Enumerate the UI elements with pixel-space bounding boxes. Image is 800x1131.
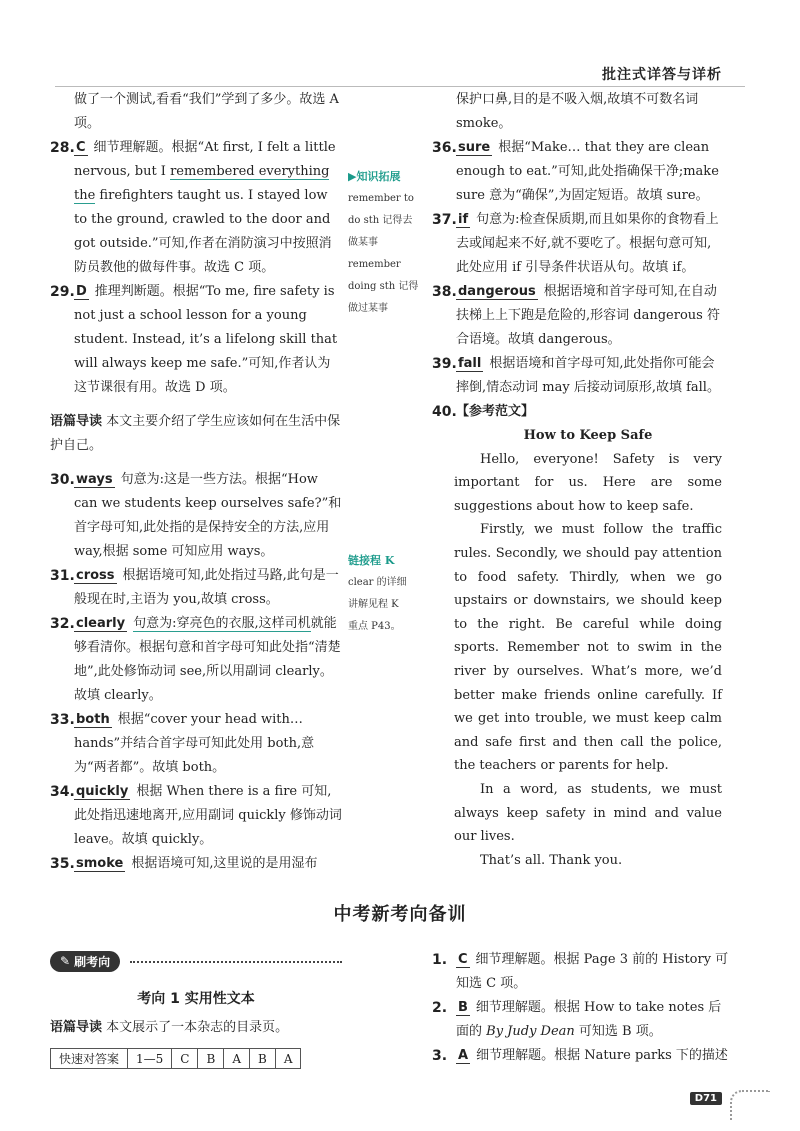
note-line: 讲解见程 K bbox=[348, 599, 399, 610]
answer: C bbox=[76, 140, 86, 155]
explanation-cont: firefighters taught us. I stayed low to the ground, crawled to the door and got outside.”可知,作者在消防演习中按照消防员教他的做每件事。故选 C 项。 bbox=[74, 188, 332, 275]
explanation: 根据“Make… that they are clean enough to eat.”可知,此处指确保干净;make sure 意为“确保”,为固定短语。故填 sure。 bbox=[456, 140, 719, 203]
practice-title: 考向 1 实用性文本 bbox=[137, 991, 255, 1007]
answer: if bbox=[458, 212, 469, 227]
explanation: 细节理解题。根据 Nature parks 下的描述 bbox=[476, 1048, 728, 1063]
explanation: 句意为:这是一些方法。根据“How can we students keep ourselves safe?”和首字母可知,此处指的是保持安全的方法,应用 way,根据 some 可知应用 ways。 bbox=[74, 472, 342, 559]
question-number: 29. bbox=[50, 284, 75, 300]
answer: B bbox=[458, 1000, 468, 1015]
table-cell: A bbox=[275, 1049, 301, 1069]
answer: cross bbox=[76, 568, 115, 583]
explanation: 推理判断题。根据“To me, fire safety is not just a school lesson for a young student. Instead, it’s a lifelong skill that will always keep me safe.”可知,作者认为这节课很有用。故选 D 项。 bbox=[74, 284, 338, 395]
right-column bbox=[432, 88, 722, 872]
header-title: 批注式详答与详析 bbox=[602, 67, 722, 83]
intro-text: 做了一个测试,看看“我们”学到了多少。故选 A 项。 bbox=[74, 92, 339, 131]
explanation: 根据语境和首字母可知,此处指你可能会摔倒,情态动词 may 后接动词原形,故填 fall。 bbox=[456, 356, 720, 395]
answer: smoke bbox=[76, 856, 124, 871]
note-line: 做过某事 bbox=[348, 303, 388, 314]
question-number: 38. bbox=[432, 284, 457, 300]
quick-answer-table bbox=[50, 1048, 301, 1069]
table-cell: A bbox=[224, 1049, 250, 1069]
question-number: 37. bbox=[432, 212, 457, 228]
guide-text: 本文主要介绍了学生应该如何在生活中保护自己。 bbox=[50, 414, 341, 453]
question-38 bbox=[432, 280, 722, 352]
note-tag: 链接程 K bbox=[348, 554, 395, 567]
question-2 bbox=[432, 996, 732, 1044]
question-36 bbox=[432, 136, 722, 208]
essay-title: How to Keep Safe bbox=[523, 428, 653, 443]
answer: ways bbox=[76, 472, 113, 487]
guide-label: 语篇导读 bbox=[50, 1020, 103, 1035]
question-number: 34. bbox=[50, 784, 75, 800]
practice-guide bbox=[50, 1016, 342, 1040]
explanation: 句意为:检查保质期,而且如果你的食物看上去或闻起来不好,就不要吃了。根据句意可知,此处应用 if 引导条件状语从句。故填 if。 bbox=[456, 212, 719, 275]
explanation: 就能够看清你。根据句意和首字母可知此处指“清楚地”,此处修饰动词 see,所以用副词 clearly。故填 clearly。 bbox=[74, 616, 341, 703]
page-number: D71 bbox=[690, 1092, 722, 1105]
explanation: 细节理解题。根据 How to take notes 后面的 bbox=[456, 1000, 722, 1039]
note-line: remember to bbox=[348, 193, 414, 204]
explanation: 细节理解题。根据 Page 3 前的 History 可知选 C 项。 bbox=[456, 952, 729, 991]
question-number: 31. bbox=[50, 568, 75, 584]
question-number: 2. bbox=[432, 1000, 448, 1016]
section-title: 中考新考向备训 bbox=[333, 904, 467, 925]
note-line: 做某事 bbox=[348, 237, 378, 248]
question-35 bbox=[50, 852, 342, 876]
table-cell: 1—5 bbox=[128, 1049, 172, 1069]
essay-paragraph: Hello, everyone! Safety is very important for us. Here are some suggestions about how to keep safe. bbox=[454, 451, 722, 514]
discourse-guide bbox=[50, 410, 342, 458]
sample-essay-label: 【参考范文】 bbox=[456, 404, 535, 419]
table-cell: 快速对答案 bbox=[51, 1049, 128, 1069]
question-29 bbox=[50, 280, 342, 400]
note-line: 重点 P43。 bbox=[348, 621, 401, 632]
explanation: 根据 When there is a fire 可知,此处指迅速地离开,应用副词 quickly 修饰动词 leave。故填 quickly。 bbox=[74, 784, 342, 847]
question-number: 30. bbox=[50, 472, 75, 488]
note-line: do sth 记得去 bbox=[348, 215, 413, 226]
answer: C bbox=[458, 952, 468, 967]
author-name: By Judy Dean bbox=[486, 1024, 575, 1039]
question-number: 1. bbox=[432, 952, 448, 968]
table-cell: B bbox=[198, 1049, 224, 1069]
left-column bbox=[50, 88, 342, 876]
essay-paragraph: That’s all. Thank you. bbox=[480, 852, 623, 868]
answer: D bbox=[76, 284, 87, 299]
guide-text: 本文展示了一本杂志的目录页。 bbox=[106, 1020, 289, 1035]
explanation: 细节理解题。根据“At first, I felt a little nervous, but I bbox=[74, 140, 336, 179]
practice-badge bbox=[50, 951, 120, 972]
note-line: remember bbox=[348, 259, 401, 270]
question-34 bbox=[50, 780, 342, 852]
answer: dangerous bbox=[458, 284, 536, 299]
question-37 bbox=[432, 208, 722, 280]
header-divider bbox=[55, 86, 745, 87]
explanation: 根据语境和首字母可知,在自动扶梯上上下跑是危险的,形容词 dangerous 符合语境。故填 dangerous。 bbox=[456, 284, 720, 347]
dotted-divider bbox=[130, 961, 342, 963]
essay-paragraph: Firstly, we must follow the traffic rules. Secondly, we should pay attention to food safety. Thirdly, when we go upstairs or downstairs, we should keep to the right. Be careful while doing sports. Remember not to swim in the river by ourselves. What’s more, we’d better make friends online carefully. If we get into trouble, we must keep calm and safe first and then call the police, the teachers or parents for help. bbox=[454, 522, 722, 774]
question-28 bbox=[50, 136, 342, 280]
table-cell: B bbox=[249, 1049, 275, 1069]
question-number: 35. bbox=[50, 856, 75, 872]
answer: both bbox=[76, 712, 110, 727]
explanation-cont: 可知选 B 项。 bbox=[574, 1024, 662, 1039]
underlined-text: 句意为:穿亮色的衣服,这样司机 bbox=[133, 616, 311, 631]
essay-paragraph: In a word, as students, we must always keep safety in mind and value our lives. bbox=[454, 781, 722, 845]
badge-label: 刷考向 bbox=[74, 954, 111, 969]
explanation: 根据语境可知,此处指过马路,此句是一般现在时,主语为 you,故填 cross。 bbox=[74, 568, 339, 607]
bottom-right-answers bbox=[432, 948, 732, 1068]
answer: sure bbox=[458, 140, 491, 155]
side-note-link bbox=[348, 550, 428, 638]
question-number: 40. bbox=[432, 404, 457, 420]
underlined-text: remembered everything the bbox=[74, 164, 330, 203]
note-tag: ▶知识拓展 bbox=[348, 170, 401, 183]
question-number: 39. bbox=[432, 356, 457, 372]
corner-decoration bbox=[730, 1090, 770, 1120]
question-39 bbox=[432, 352, 722, 400]
side-note-knowledge bbox=[348, 166, 428, 320]
sample-essay bbox=[432, 424, 722, 872]
question-number: 36. bbox=[432, 140, 457, 156]
answer: fall bbox=[458, 356, 482, 371]
question-30 bbox=[50, 468, 342, 564]
explanation: 根据“cover your head with… hands”并结合首字母可知此处用 both,意为“两者都”。故填 both。 bbox=[74, 712, 315, 775]
question-number: 32. bbox=[50, 616, 75, 632]
question-32 bbox=[50, 612, 342, 708]
table-cell: C bbox=[172, 1049, 198, 1069]
note-line: clear 的详细 bbox=[348, 577, 407, 588]
question-31 bbox=[50, 564, 342, 612]
question-40 bbox=[432, 400, 722, 424]
explanation: 根据语境可知,这里说的是用湿布 bbox=[131, 856, 318, 871]
question-1 bbox=[432, 948, 732, 996]
practice-block bbox=[50, 950, 342, 1069]
question-number: 3. bbox=[432, 1048, 448, 1064]
question-number: 28. bbox=[50, 140, 75, 156]
answer: quickly bbox=[76, 784, 129, 799]
pencil-icon: ✎ bbox=[60, 954, 71, 968]
question-3 bbox=[432, 1044, 732, 1068]
answer: A bbox=[458, 1048, 469, 1063]
question-number: 33. bbox=[50, 712, 75, 728]
guide-label: 语篇导读 bbox=[50, 414, 103, 429]
question-33 bbox=[50, 708, 342, 780]
answer: clearly bbox=[76, 616, 126, 631]
continued-text: 保护口鼻,目的是不吸入烟,故填不可数名词 smoke。 bbox=[456, 92, 699, 131]
note-line: doing sth 记得 bbox=[348, 281, 419, 292]
